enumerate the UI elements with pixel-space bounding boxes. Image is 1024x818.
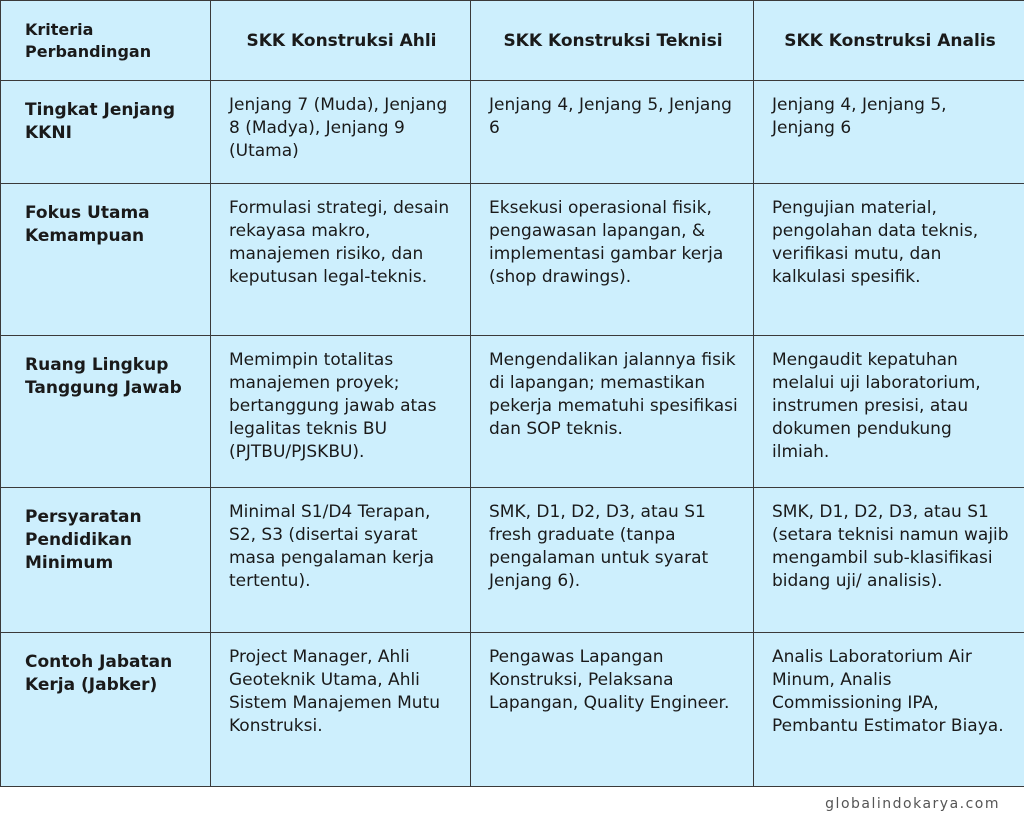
ahli-cell: Minimal S1/D4 Terapan, S2, S3 (disertai syarat masa pengalaman kerja tertentu). — [211, 488, 471, 633]
header-criteria-label: Kriteria Perbandingan — [25, 19, 152, 61]
header-ahli: SKK Konstruksi Ahli — [211, 1, 471, 81]
criteria-cell: Ruang Lingkup Tanggung Jawab — [1, 336, 211, 488]
teknisi-cell: Jenjang 4, Jenjang 5, Jenjang 6 — [471, 81, 754, 184]
website-watermark: globalindokarya.com — [825, 796, 1000, 812]
table-row — [1, 336, 1024, 488]
table-row — [1, 184, 1024, 336]
table-row — [1, 81, 1024, 184]
header-row — [1, 1, 1024, 81]
table-row — [1, 488, 1024, 633]
table-row — [1, 633, 1024, 787]
header-criteria — [1, 1, 211, 81]
ahli-cell: Jenjang 7 (Muda), Jenjang 8 (Madya), Jenjang 9 (Utama) — [211, 81, 471, 184]
analis-cell: SMK, D1, D2, D3, atau S1 (setara teknisi namun wajib mengambil sub-klasifikasi bidang uji/ analisis). — [754, 488, 1024, 633]
header-analis: SKK Konstruksi Analis — [754, 1, 1024, 81]
analis-cell: Mengaudit kepatuhan melalui uji laboratorium, instrumen presisi, atau dokumen pendukung ilmiah. — [754, 336, 1024, 488]
teknisi-cell: SMK, D1, D2, D3, atau S1 fresh graduate (tanpa pengalaman untuk syarat Jenjang 6). — [471, 488, 754, 633]
teknisi-cell: Pengawas Lapangan Konstruksi, Pelaksana Lapangan, Quality Engineer. — [471, 633, 754, 787]
analis-cell: Jenjang 4, Jenjang 5, Jenjang 6 — [754, 81, 1024, 184]
analis-cell: Analis Laboratorium Air Minum, Analis Commissioning IPA, Pembantu Estimator Biaya. — [754, 633, 1024, 787]
teknisi-cell: Eksekusi operasional fisik, pengawasan lapangan, & implementasi gambar kerja (shop drawings). — [471, 184, 754, 336]
ahli-cell: Formulasi strategi, desain rekayasa makro, manajemen risiko, dan keputusan legal-teknis. — [211, 184, 471, 336]
teknisi-cell: Mengendalikan jalannya fisik di lapangan; memastikan pekerja mematuhi spesifikasi dan SOP teknis. — [471, 336, 754, 488]
ahli-cell: Project Manager, Ahli Geoteknik Utama, Ahli Sistem Manajemen Mutu Konstruksi. — [211, 633, 471, 787]
header-teknisi: SKK Konstruksi Teknisi — [471, 1, 754, 81]
criteria-cell: Fokus Utama Kemampuan — [1, 184, 211, 336]
criteria-cell: Tingkat Jenjang KKNI — [1, 81, 211, 184]
criteria-cell: Contoh Jabatan Kerja (Jabker) — [1, 633, 211, 787]
criteria-cell: Persyaratan Pendidikan Minimum — [1, 488, 211, 633]
analis-cell: Pengujian material, pengolahan data teknis, verifikasi mutu, dan kalkulasi spesifik. — [754, 184, 1024, 336]
ahli-cell: Memimpin totalitas manajemen proyek; bertanggung jawab atas legalitas teknis BU (PJTBU/PJSKBU). — [211, 336, 471, 488]
